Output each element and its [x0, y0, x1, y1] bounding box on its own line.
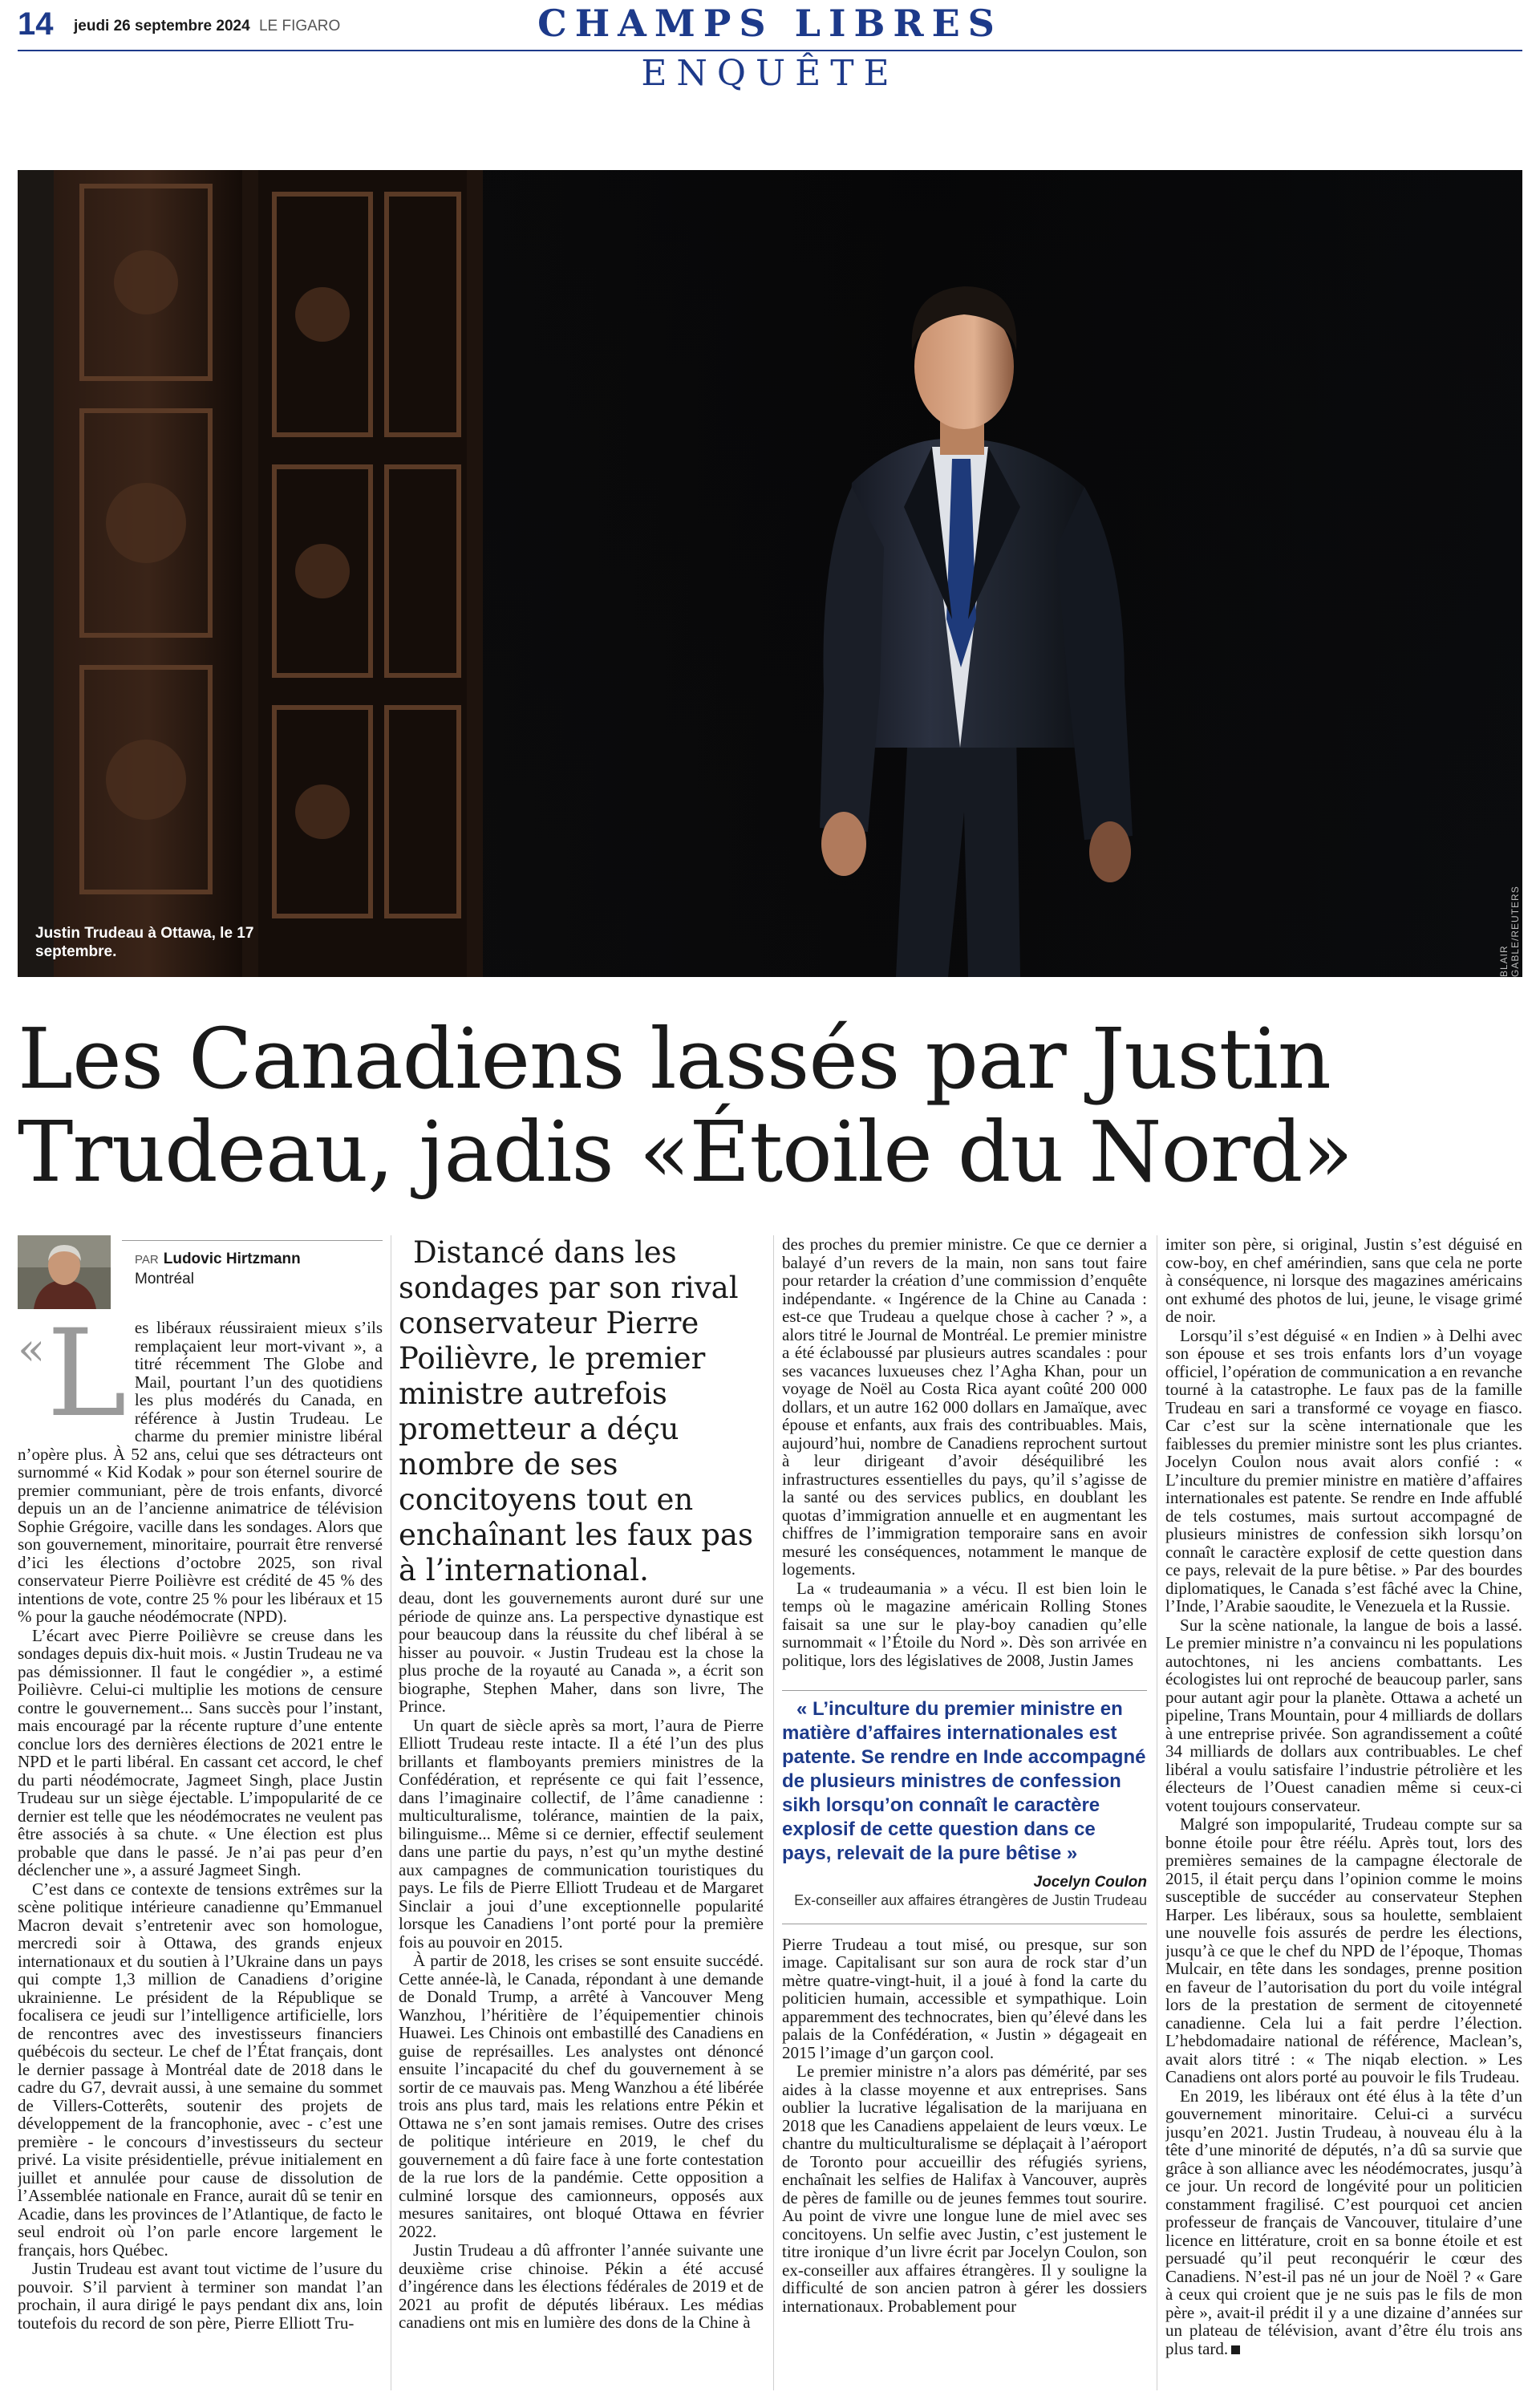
photo-caption: Justin Trudeau à Ottawa, le 17 septembre. [35, 925, 254, 960]
body-paragraph: Un quart de siècle après sa mort, l’aura de Pierre Elliott Trudeau reste intacte. Il a été l’un des plus brillants et flamboyants premiers ministres de la Confédération, et représente ce qui fait l’essence, dans l’imaginaire collectif, de l’âme canadienne : multiculturalisme, tolérance, maintien de la paix, bilinguisme... Même si ce dernier, effectif seulement dans une partie du pays, n’est qu’un mythe destiné aux campagnes de communication touristiques du pays. Le fils de Pierre Elliott Trudeau et de Margaret Sinclair a joui d’une exceptionnelle popularité lorsque les Canadiens l’ont porté pour la première fois au pouvoir en 2015. [399, 1715, 764, 1952]
body-paragraph: Sur la scène nationale, la langue de bois a lassé. Le premier ministre n’a convaincu ni les populations autochtones, ni les anciens combattants. Les écologistes lui ont reproché de beaucoup parler, sans pour autant agir pour la planète. Ottawa a acheté un pipeline, Trans Mountain, pour 4 milliards de dollars à une entreprise privée. Son agrandissement a coûté 34 milliards de dollars aux contribuables. Le chef libéral a voulu satisfaire l’industrie pétrolière et les électeurs de l’Ouest canadien même si ceux-ci votent toujours conservateur. [1165, 1615, 1522, 1815]
page-number: 14 [18, 6, 54, 42]
body-paragraph: Le premier ministre n’a alors pas démérité, par ses aides à la classe moyenne et aux entreprises. Sans oublier la lucrative légalisation de la marijuana en 2018 que les Canadiens appelaient de leurs vœux. Le chantre du multiculturalisme se déplaçait à l’aéroport de Toronto pour accueillir des réfugiés syriens, enchaînait les selfies de Halifax à Vancouver, auprès de pères de famille ou de jeunes femmes tout sourire. Au point de vivre une longue lune de miel avec ses concitoyens. Un selfie avec Justin, c’est justement le titre ironique d’un livre écrit par Jocelyn Coulon, son ex-conseiller aux affaires étrangères. Il y souligne la difficulté de son ancien patron à gérer les dossiers internationaux. Probablement pour [782, 2062, 1147, 2316]
body-paragraph: des proches du premier ministre. Ce que ce dernier a balayé d’un revers de la main, non sans tout faire pour retarder la création d’une commission d’enquête indépendante. « Ingérence de la Chine au Canada : est-ce que Trudeau a quelque chose à cacher ? », a alors titré le Journal de Montréal. Le premier ministre a été éclaboussé par plusieurs autres scandales : pour ses vacances luxueuses chez l’Agha Khan, pour un voyage de Noël au Costa Rica ayant coûté 200 000 dollars, et un autre 162 000 dollars en Jamaïque, avec épouse et enfants, aux frais des contribuables. Mais, aujourd’hui, nombre de Canadiens reprochent surtout à leur dirigeant d’avoir déséquilibré les infrastructures essentielles du pays, qu’il s’agisse de la santé ou des services publics, en doublant les quotas d’immigration annuelle et en augmentant les chiffres de l’immigration temporaire sans en avoir mesuré les conséquences, notamment le manque de logements. [782, 1235, 1147, 1579]
door-illustration [54, 170, 483, 977]
lead-photo [18, 170, 1522, 977]
body-paragraph: Justin Trudeau est avant tout victime de l’usure du pouvoir. S’il parvient à terminer son mandat l’an prochain, il aura dirigé le pays pendant dix ans, loin toutefois du record de son père, Pierre Elliott Tru- [18, 2259, 383, 2333]
author-avatar [18, 1235, 111, 1309]
pull-quote-role: Ex-conseiller aux affaires étrangères de Justin Trudeau [794, 1891, 1147, 1908]
headline: Les Canadiens lassés par Justin Trudeau, jadis «Étoile du Nord» [18, 1010, 1353, 1201]
issue-date: jeudi 26 septembre 2024 [74, 18, 250, 34]
body-paragraph: La « trudeaumania » a vécu. Il est bien loin le temps où le magazine américain Rolling Stones faisait sa une sur le play-boy canadien qu’elle surnommait « l’Étoile du Nord ». Dès son arrivée en politique, lors des législatives de 2008, Justin James [782, 1578, 1147, 1670]
body-paragraph: Lorsqu’il s’est déguisé « en Indien » à Delhi avec son épouse et ses trois enfants lors d’un voyage officiel, l’opération de communication a en revanche tourné à la catastrophe. Le faux pas de la famille Trudeau en sari a transformé ce voyage en fiasco. Car c’est sur la scène internationale que les faiblesses du premier ministre sont les plus criantes. Jocelyn Coulon nous avait alors confié : « L’inculture du premier ministre en matière d’affaires internationales est patente. Se rendre en Inde affublé de tels costumes, mais surtout accompagné de plusieurs ministres de confession sikh lorsqu’on connaît le caractère explosif de cette question dans ce pays, relevait de la pure bêtise. » Par des bourdes diplomatiques, le Canada s’est fâché avec la Chine, l’Inde, l’Arabie saoudite, le Venezuela et la Russie. [1165, 1325, 1522, 1616]
last-paragraph-text: En 2019, les libéraux ont été élus à la tête d’un gouvernement minoritaire. Celui-ci a survécu jusqu’en 2021. Justin Trudeau, à nouveau élu à la tête d’une minorité de députés, n’a dû sa survie que grâce à son alliance avec les néodémocrates, jusqu’à ce jour. Un record de longévité pour un politicien constamment fragilisé. C’est pourquoi cet ancien professeur de français de Vancouver, titulaire d’une licence en littérature, croit en sa bonne étoile et est persuadé qu’il peut reconquérir le cœur des Canadiens. N’est-il pas né un jour de Noël ? « Gare à ceux qui croient que je ne suis pas le fils de mon père », avait-il prédit il y a une dizaine d’années sur un plateau de télévision, avant d’être élu trois ans plus tard. [1165, 2086, 1522, 2358]
article-column-1 [18, 1235, 383, 2390]
dropcap-letter: L [47, 1304, 127, 1444]
body-paragraph: Malgré son impopularité, Trudeau compte sur sa bonne étoile pour être réélu. Après tout, lors des premières semaines de la campagne électorale de 2015, il était perçu dans l’opinion comme le moins susceptible de succéder au conservateur Stephen Harper. Les libéraux, sous sa houlette, semblaient une nouvelle fois assurés de perdre les élections, jusqu’à ce que le chef du NPD de l’époque, Thomas Mulcair, en tête dans les sondages, prenne position en faveur de l’autorisation du port du voile intégral lors de la prestation de serment de citoyenneté canadienne. Cela lui a fait perdre l’élection. L’hebdomadaire national de référence, Maclean’s, avait alors titré : « The niqab election. » Les Canadiens ont alors porté au pouvoir le fils Trudeau. [1165, 1814, 1522, 2086]
body-paragraph: es libéraux réussiraient mieux s’ils remplaçaient leur mort-vivant », a titré récemment The Globe and Mail, pourtant l’un des quotidiens les plus modérés du Canada, en référence à Justin Trudeau. Le charme du premier ministre libéral n’opère plus. À 52 ans, celui que ses détracteurs ont surnommé « Kid Kodak » pour son éternel sourire de premier communiant, père de trois enfants, divorcé depuis un an de l’ancienne animatrice de télévision Sophie Grégoire, vacille dans les sondages. Alors que son gouvernement, minoritaire, pourrait être renversé d’ici les élections d’octobre 2025, son rival conservateur Pierre Poilièvre est crédité de 45 % des intentions de vote, contre 25 % pour les libéraux et 15 % pour la gauche néodémocrate (NPD). [18, 1318, 383, 1626]
body-paragraph [1165, 2087, 1522, 2358]
photo-credit: BLAIR GABLE/REUTERS [1498, 886, 1521, 977]
body-paragraph: L’écart avec Pierre Poilièvre se creuse dans les sondages depuis dix-huit mois. « Justin Trudeau ne va pas démissionner. Il faut le congédier », a estimé Poilièvre. Celui-ci multiplie les motions de censure contre le gouvernement... Sans succès pour l’instant, mais encouragé par la récente rupture d’une entente conclue lors des dernières élections de 2021 entre le NPD et le parti libéral. En cassant cet accord, le chef du parti néodémocrate, Jagmeet Singh, place Justin Trudeau sur un siège éjectable. L’impopularité de ce dernier est telle que les néodémocrates ne veulent pas être associés à sa chute. « Une élection est plus probable que dans le passé. Je n’ai pas peur d’en déclencher une », a assuré Jagmeet Singh. [18, 1625, 383, 1879]
lead-paragraph [18, 1304, 383, 1626]
byline-location: Montréal [135, 1271, 194, 1287]
newspaper-name: LE FIGARO [258, 18, 341, 34]
author-name: Ludovic Hirtzmann [163, 1251, 301, 1267]
body-paragraph: Justin Trudeau a dû affronter l’année suivante une deuxième crise chinoise. Pékin a été accusé d’ingérence dans les élections fédérales de 2019 et de 2021 au profit de députés libéraux. Les médias canadiens ont mis en lumière des dons de la Chine à [399, 2240, 764, 2332]
pull-quote-text: « L’inculture du premier ministre en matière d’affaires internationales est patente. Se rendre en Inde accompagné de plusieurs ministres de confession sikh lorsqu’on connaît le caractère explosif de cette question dans ce pays, relevait de la pure bêtise » [782, 1698, 1146, 1864]
chapeau: Distancé dans les sondages par son rival conservateur Pierre Poilièvre, le premier ministre autrefois prometteur a déçu nombre de ses concitoyens tout en enchaînant les faux pas à l’international. [399, 1235, 753, 1587]
body-paragraph: imiter son père, si original, Justin s’est déguisé en cow-boy, en chef amérindien, sans que cela ne porte à conséquence, ni lorsque des magazines américains ont exhumé des photos de lui, jeune, le visage grimé de noir. [1165, 1235, 1522, 1326]
header-divider [18, 50, 1522, 51]
article-column-3 [782, 1235, 1147, 2390]
article-column-4 [1165, 1235, 1522, 2390]
end-of-article-mark [1231, 2345, 1240, 2354]
byline-divider [122, 1240, 383, 1241]
column-divider [773, 1235, 774, 2390]
byline-par: PAR [135, 1253, 159, 1267]
section-title: CHAMPS LIBRES [537, 2, 1003, 45]
author-portrait [18, 1235, 111, 1309]
photo-illustration [18, 170, 1522, 977]
dropcap: «L [18, 1304, 127, 1444]
body-paragraph: C’est dans ce contexte de tensions extrêmes sur la scène politique intérieure canadienne qu’Emmanuel Macron devait s’entretenir avec son homologue, mercredi soir à Ottawa, des grands enjeux internationaux et du soutien à l’Ukraine dans un pays qui compte 1,3 million de Canadiens d’origine ukrainienne. Le président de la République se focalisera ce jeudi sur l’intelligence artificielle, lors de rencontres avec des investisseurs financiers québécois du secteur. Le chef de l’État français, dont le dernier passage à Montréal date de 2018 dans le cadre du G7, devrait aussi, à une semaine du sommet de Villers-Cotterêts, soutenir des projets de développement de la francophonie, avec - c’est une première - le concours d’investisseurs du secteur privé. La visite présidentielle, prévue initialement en juillet et annulée pour cause de dissolution de l’Assemblée nationale en France, aurait dû se tenir en Acadie, dans les provinces de l’Atlantique, de facto le seul endroit où l’on parle encore largement le français, hors Québec. [18, 1879, 383, 2260]
page-header [18, 0, 1522, 95]
article-column-2 [399, 1235, 764, 2390]
byline [18, 1235, 383, 1309]
pull-quote-author: Jocelyn Coulon [1033, 1874, 1147, 1891]
pull-quote [782, 1690, 1147, 1924]
body-paragraph: À partir de 2018, les crises se sont ensuite succédé. Cette année-là, le Canada, répondant à une demande de Donald Trump, a arrêté à Vancouver Meng Wanzhou, l’héritière de l’équipementier chinois Huawei. Les Chinois ont embastillé des Canadiens en guise de représailles. Les analystes ont dénoncé ensuite l’incapacité du chef du gouvernement à se sortir de ce mauvais pas. Meng Wanzhou a été libérée trois ans plus tard, mais les relations entre Pékin et Ottawa ne s’en sont jamais remises. Outre des crises de politique intérieure en 2019, le chef du gouvernement a dû faire face à une forte contestation de la rue lors de la pandémie. Cette opposition a culminé lorsque des camionneurs, opposés aux mesures sanitaires, ont bloqué Ottawa en février 2022. [399, 1951, 764, 2241]
body-paragraph: deau, dont les gouvernements auront duré sur une période de quinze ans. La perspective dynastique est pour beaucoup dans la réussite du chef libéral à se hisser au pouvoir. « Justin Trudeau est la chose la plus proche de la royauté au Canada », a écrit son biographe, Stephen Maher, dans son livre, The Prince. [399, 1588, 764, 1716]
section-subtitle: ENQUÊTE [641, 53, 899, 94]
byline-text [135, 1250, 301, 1289]
body-paragraph: Pierre Trudeau a tout misé, ou presque, sur son image. Capitalisant sur son aura de rock star d’un mètre quatre-vingt-huit, il a joué à fond la carte du politicien humain, accessible et sympathique. Loin apparemment des technocrates, bien qu’élevé dans les palais de la Confédération, « Justin » dégageait en 2015 l’image d’un garçon cool. [782, 1934, 1147, 2062]
